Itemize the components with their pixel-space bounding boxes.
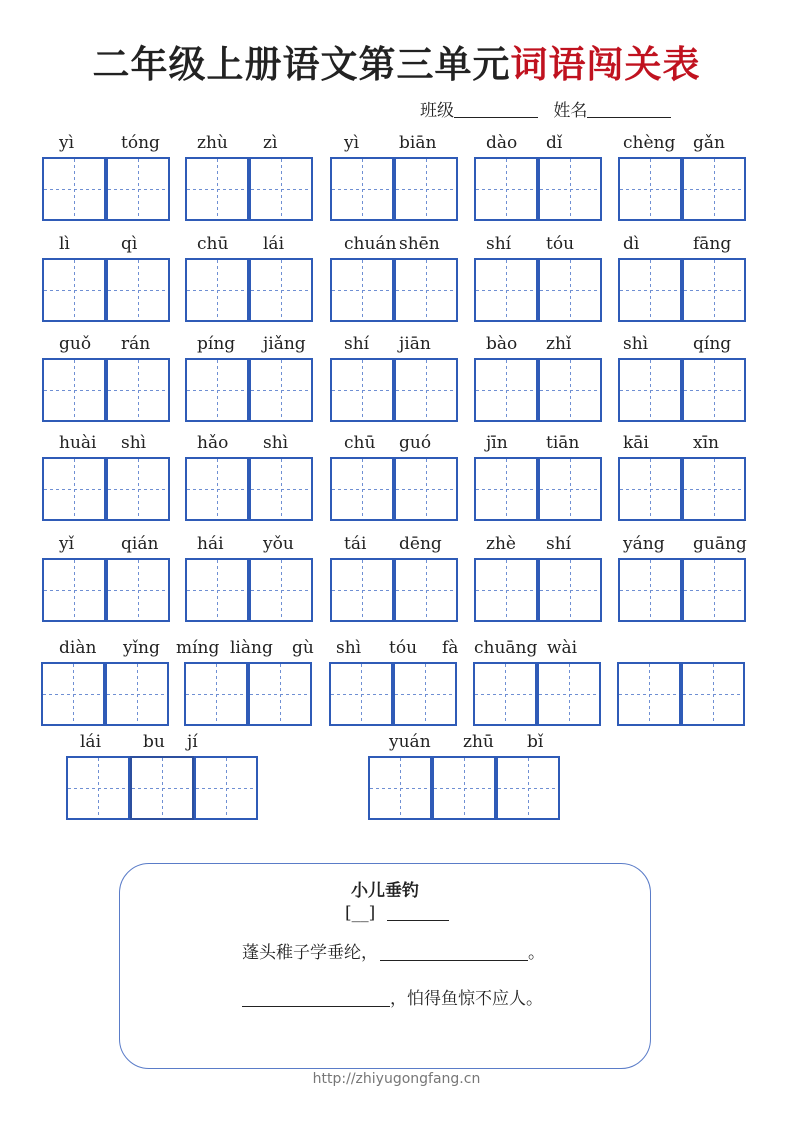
writing-cell[interactable] <box>41 662 105 726</box>
pinyin-label: tóu <box>546 234 575 254</box>
writing-cell[interactable] <box>330 457 394 521</box>
writing-cell[interactable] <box>538 558 602 622</box>
pinyin-label: chèng <box>623 133 676 153</box>
writing-cell[interactable] <box>618 457 682 521</box>
page-title <box>0 34 793 88</box>
pinyin-label: dēng <box>399 534 442 554</box>
pinyin-label: jīn <box>486 433 508 453</box>
student-info-line <box>420 96 681 121</box>
pinyin-label: chū <box>197 234 229 254</box>
writing-cell[interactable] <box>682 457 746 521</box>
pinyin-label: guó <box>399 433 432 453</box>
pinyin-label: guāng <box>693 534 747 554</box>
pinyin-label: jiān <box>399 334 431 354</box>
pinyin-label: zhè <box>486 534 516 554</box>
pinyin-label: yuán <box>389 732 431 752</box>
writing-cell[interactable] <box>249 157 313 221</box>
writing-cell[interactable] <box>393 662 457 726</box>
pinyin-label: yáng <box>623 534 665 554</box>
writing-cell[interactable] <box>106 558 170 622</box>
pinyin-label: liàng <box>230 638 273 658</box>
writing-cell[interactable] <box>496 756 560 820</box>
writing-cell[interactable] <box>618 558 682 622</box>
poem-line-2 <box>242 984 543 1009</box>
pinyin-label: biān <box>399 133 437 153</box>
pinyin-label: tiān <box>546 433 580 453</box>
writing-cell[interactable] <box>394 457 458 521</box>
writing-cell[interactable] <box>42 358 106 422</box>
writing-cell[interactable] <box>249 457 313 521</box>
writing-cell[interactable] <box>330 157 394 221</box>
writing-cell[interactable] <box>394 258 458 322</box>
pinyin-label: yì <box>59 133 75 153</box>
pinyin-label: rán <box>121 334 151 354</box>
writing-cell[interactable] <box>42 558 106 622</box>
poem-author-blank[interactable] <box>387 902 449 921</box>
pinyin-label: shí <box>486 234 512 254</box>
title-main: 二年级上册语文第三单元 <box>92 43 511 86</box>
pinyin-label: gù <box>292 638 314 658</box>
writing-cell[interactable] <box>538 457 602 521</box>
poem-line-1-text: 蓬头稚子学垂纶， <box>242 943 378 963</box>
class-label: 班级 <box>420 101 454 121</box>
poem-title: 小儿垂钓 <box>351 881 419 901</box>
pinyin-label: qián <box>121 534 159 554</box>
pinyin-label: qì <box>121 234 138 254</box>
writing-cell[interactable] <box>682 558 746 622</box>
writing-cell[interactable] <box>617 662 681 726</box>
pinyin-label: zhù <box>197 133 228 153</box>
pinyin-label: zì <box>263 133 278 153</box>
pinyin-label: tái <box>344 534 367 554</box>
writing-cell[interactable] <box>105 662 169 726</box>
pinyin-label: shì <box>336 638 362 658</box>
pinyin-label: zhǐ <box>546 334 572 354</box>
writing-cell[interactable] <box>106 457 170 521</box>
pinyin-label: shì <box>263 433 289 453</box>
footer-url: http://zhiyugongfang.cn <box>312 1071 481 1087</box>
pinyin-label: shēn <box>399 234 440 254</box>
writing-cell[interactable] <box>42 258 106 322</box>
poem-author-line <box>345 902 449 923</box>
writing-cell[interactable] <box>474 457 538 521</box>
pinyin-label: lái <box>80 732 102 752</box>
pinyin-label: zhū <box>463 732 494 752</box>
pinyin-label: kāi <box>623 433 649 453</box>
pinyin-label: wài <box>547 638 578 658</box>
poem-line-1-blank[interactable] <box>380 942 528 961</box>
title-highlight: 词语闯关表 <box>510 43 701 86</box>
writing-cell[interactable] <box>42 157 106 221</box>
writing-cell[interactable] <box>618 358 682 422</box>
writing-cell[interactable] <box>681 662 745 726</box>
writing-cell[interactable] <box>682 258 746 322</box>
writing-cell[interactable] <box>474 558 538 622</box>
poem-line-1 <box>242 938 545 963</box>
writing-cell[interactable] <box>130 756 194 820</box>
writing-cell[interactable] <box>394 157 458 221</box>
writing-cell[interactable] <box>249 258 313 322</box>
writing-cell[interactable] <box>185 457 249 521</box>
pinyin-label: hǎo <box>197 433 229 453</box>
writing-cell[interactable] <box>474 258 538 322</box>
pinyin-label: jiǎng <box>263 334 306 354</box>
pinyin-label: xīn <box>693 433 719 453</box>
poem-dynasty-blank[interactable]: [__] <box>345 903 376 923</box>
writing-cell[interactable] <box>194 756 258 820</box>
pinyin-label: bǐ <box>527 732 544 752</box>
poem-line-1-end: 。 <box>528 943 545 963</box>
writing-cell[interactable] <box>106 358 170 422</box>
pinyin-label: shì <box>121 433 147 453</box>
poem-box <box>119 863 651 1069</box>
pinyin-label: qíng <box>693 334 732 354</box>
writing-cell[interactable] <box>329 662 393 726</box>
pinyin-label: fāng <box>693 234 732 254</box>
pinyin-label: jí <box>187 732 198 752</box>
pinyin-label: tóng <box>121 133 160 153</box>
pinyin-label: bào <box>486 334 518 354</box>
writing-cell[interactable] <box>394 558 458 622</box>
pinyin-label: lái <box>263 234 285 254</box>
pinyin-label: dào <box>486 133 518 153</box>
writing-cell[interactable] <box>185 258 249 322</box>
writing-cell[interactable] <box>682 358 746 422</box>
writing-cell[interactable] <box>42 457 106 521</box>
writing-cell[interactable] <box>106 258 170 322</box>
writing-cell[interactable] <box>682 157 746 221</box>
writing-cell[interactable] <box>248 662 312 726</box>
pinyin-label: bu <box>143 732 165 752</box>
writing-cell[interactable] <box>618 157 682 221</box>
writing-cell[interactable] <box>330 258 394 322</box>
writing-cell[interactable] <box>473 662 537 726</box>
poem-line-2-text: ，怕得鱼惊不应人。 <box>390 989 543 1009</box>
name-label: 姓名 <box>553 101 588 121</box>
writing-cell[interactable] <box>185 157 249 221</box>
writing-cell[interactable] <box>185 358 249 422</box>
writing-cell[interactable] <box>537 662 601 726</box>
pinyin-label: dì <box>623 234 640 254</box>
pinyin-label: hái <box>197 534 224 554</box>
writing-cell[interactable] <box>249 358 313 422</box>
pinyin-label: tóu <box>389 638 418 658</box>
writing-cell[interactable] <box>538 157 602 221</box>
writing-cell[interactable] <box>106 157 170 221</box>
pinyin-label: shì <box>623 334 649 354</box>
pinyin-label: chuāng <box>474 638 538 658</box>
pinyin-label: fà <box>442 638 459 658</box>
writing-cell[interactable] <box>432 756 496 820</box>
writing-cell[interactable] <box>249 558 313 622</box>
name-field[interactable] <box>587 101 671 118</box>
writing-cell[interactable] <box>474 358 538 422</box>
pinyin-label: huài <box>59 433 97 453</box>
writing-cell[interactable] <box>538 358 602 422</box>
pinyin-label: guǒ <box>59 334 92 354</box>
class-field[interactable] <box>454 101 538 118</box>
writing-cell[interactable] <box>66 756 130 820</box>
pinyin-label: gǎn <box>693 133 725 153</box>
pinyin-label: yǐng <box>123 638 160 658</box>
poem-line-2-blank[interactable] <box>242 988 390 1007</box>
pinyin-label: míng <box>176 638 220 658</box>
writing-cell[interactable] <box>538 258 602 322</box>
pinyin-label: chū <box>344 433 376 453</box>
writing-cell[interactable] <box>330 358 394 422</box>
writing-cell[interactable] <box>474 157 538 221</box>
writing-cell[interactable] <box>618 258 682 322</box>
pinyin-label: dǐ <box>546 133 563 153</box>
pinyin-label: chuán <box>344 234 397 254</box>
pinyin-label: yì <box>344 133 360 153</box>
pinyin-label: shí <box>344 334 370 354</box>
pinyin-label: shí <box>546 534 572 554</box>
writing-cell[interactable] <box>330 558 394 622</box>
writing-cell[interactable] <box>184 662 248 726</box>
pinyin-label: yǒu <box>263 534 294 554</box>
pinyin-label: yǐ <box>59 534 75 554</box>
pinyin-label: lì <box>59 234 70 254</box>
writing-cell[interactable] <box>185 558 249 622</box>
pinyin-label: diàn <box>59 638 97 658</box>
writing-cell[interactable] <box>368 756 432 820</box>
pinyin-label: píng <box>197 334 236 354</box>
writing-cell[interactable] <box>394 358 458 422</box>
